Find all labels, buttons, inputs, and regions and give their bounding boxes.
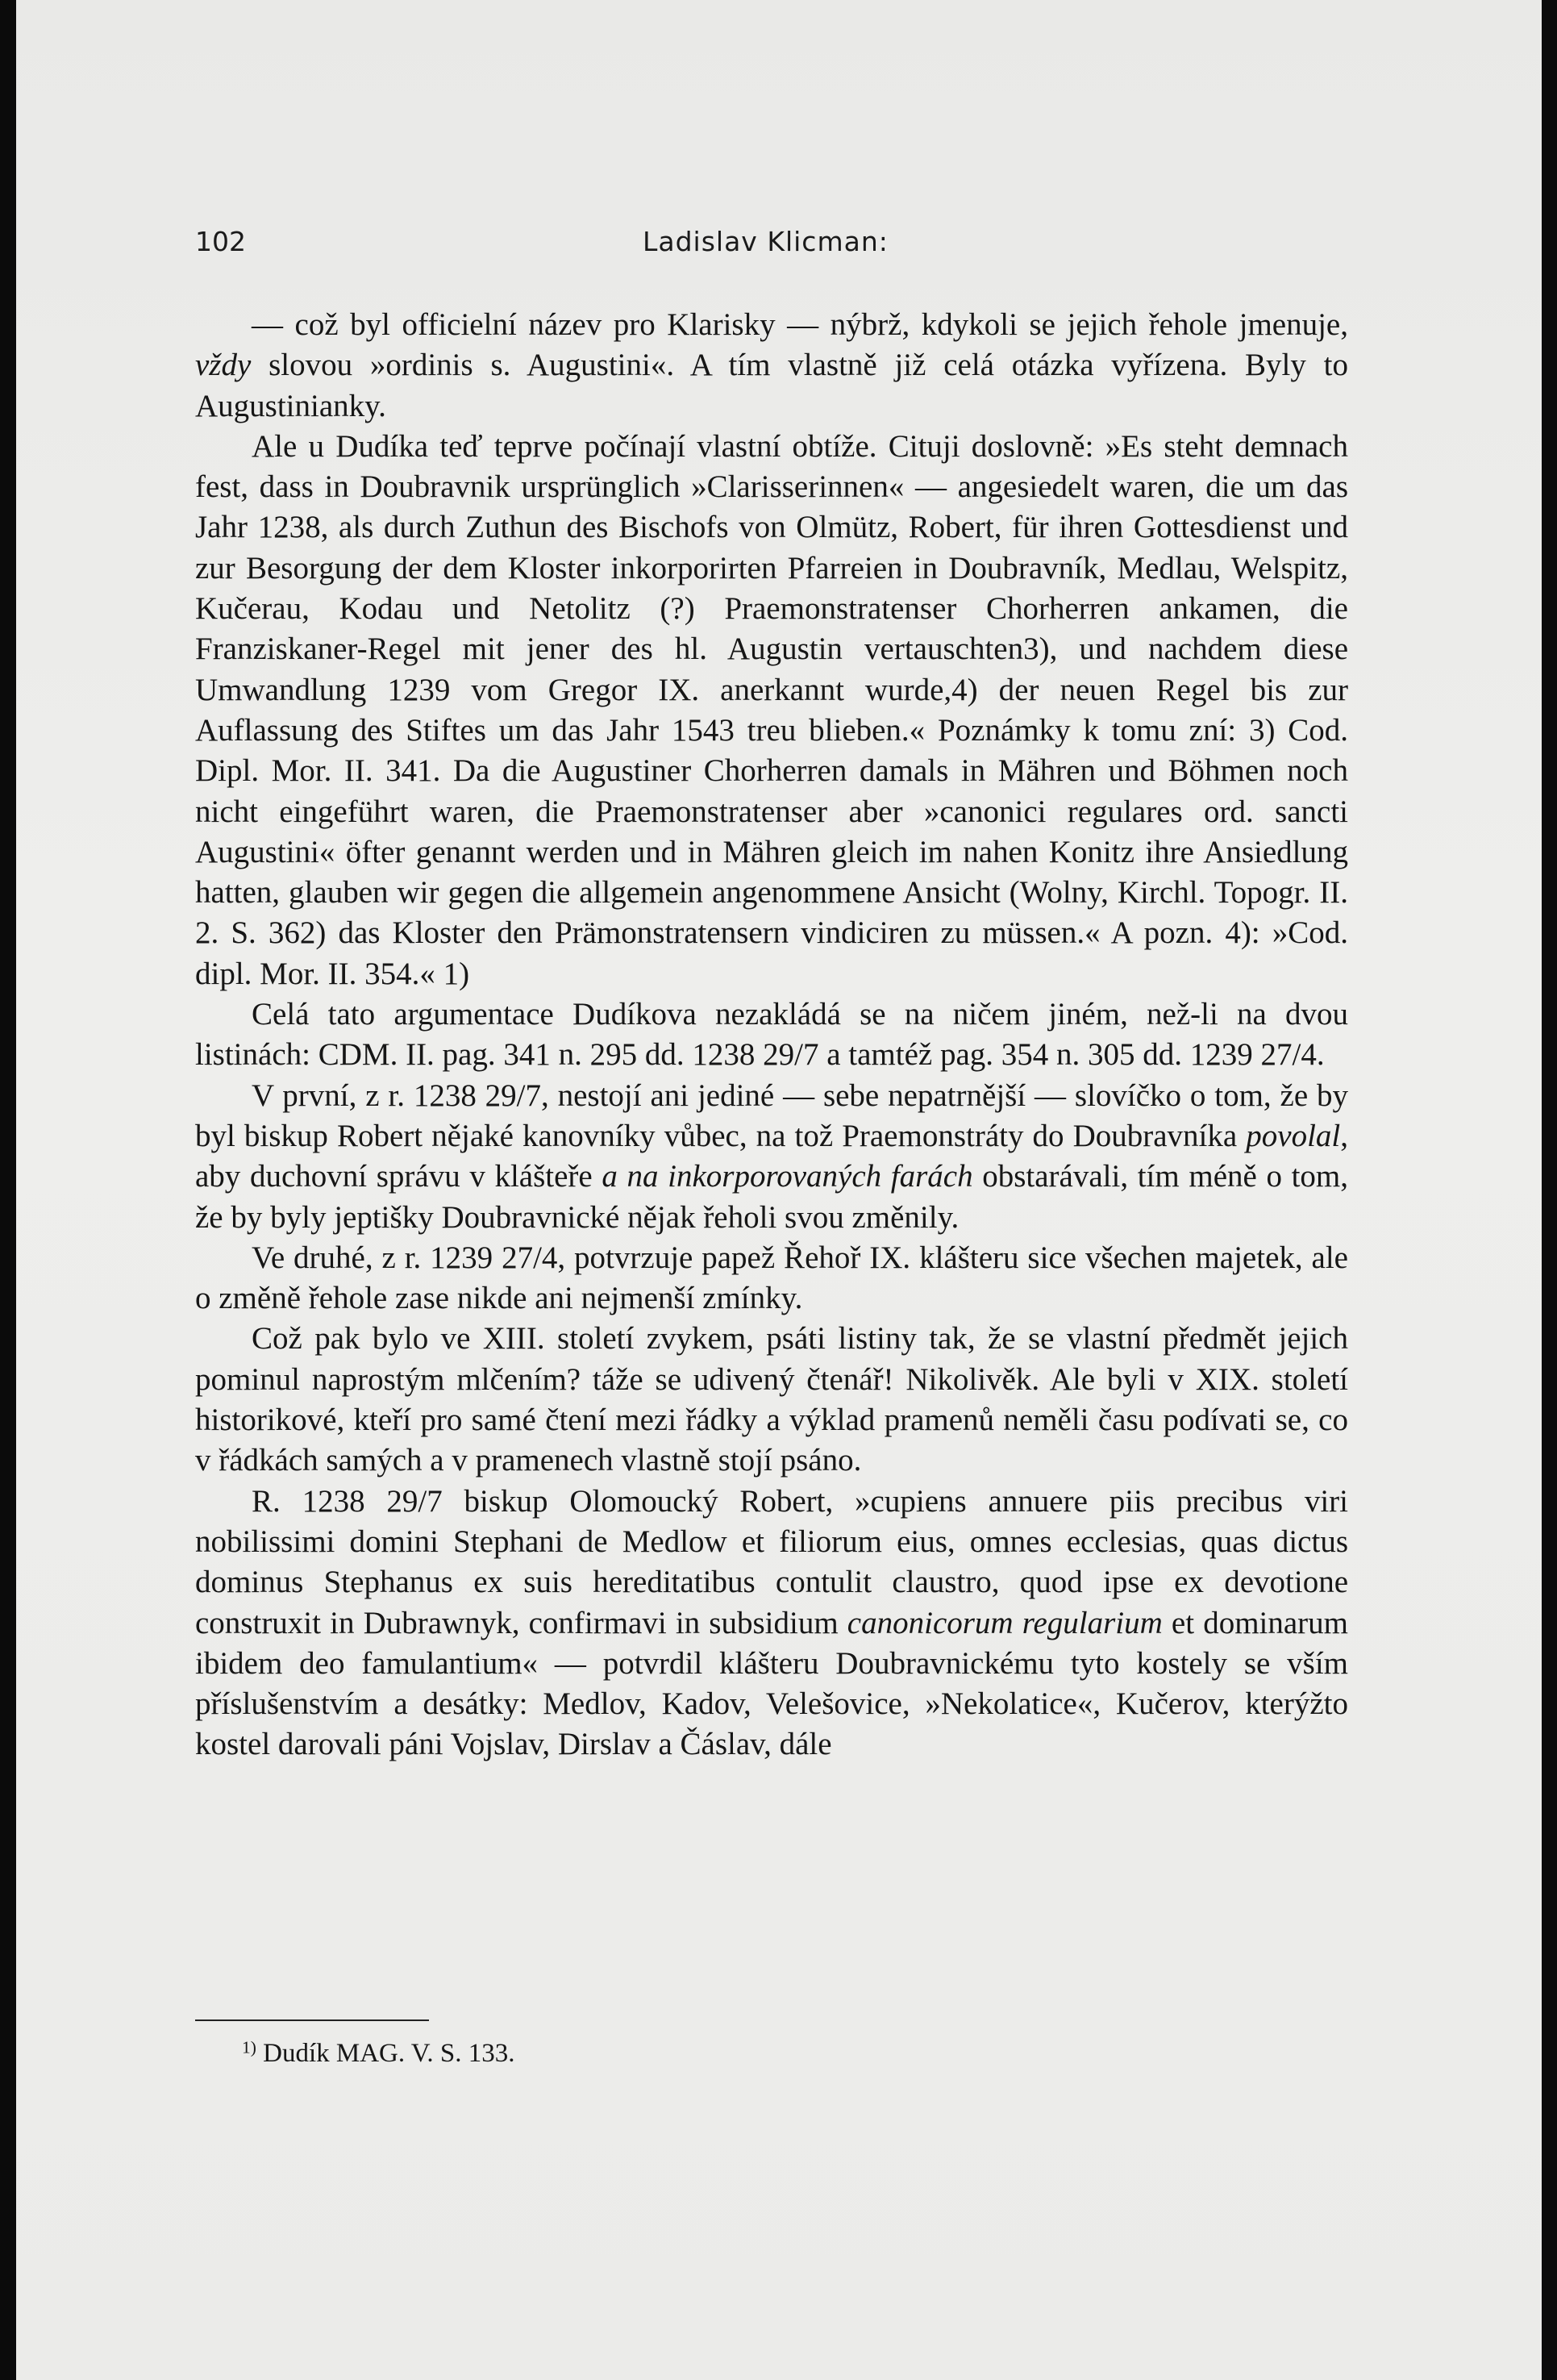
paragraph: Ale u Dudíka teď teprve počínají vlastní obtíže. Cituji doslovně: »Es steht demnach fest, dass in Doubravnik ursprünglich »Clarisserinnen« — angesiedelt waren, die um das Jahr 1238, als durch Zuthun des Bischofs von Olmütz, Robert, für ihren Gottesdienst und zur Besorgung der dem Kloster inkorporirten Pfarreien in Doubravník, Medlau, Welspitz, Kučerau, Kodau und Netolitz (?) Praemonstratenser Chorherren ankamen, die Franziskaner-Regel mit jener des hl. Augustin vertauschten3), und nachdem diese Umwandlung 1239 vom Gregor IX. anerkannt wurde,4) der neuen Regel bis zur Auflassung des Stiftes um das Jahr 1543 treu blieben.« Poznámky k tomu zní: 3) Cod. Dipl. Mor. II. 341. Da die Augustiner Chorherren damals in Mähren und Böhmen noch nicht eingeführt waren, die Praemonstratenser aber »canonici regulares ord. sancti Augustini« öfter genannt werden und in Mähren gleich im nahen Konitz ihre Ansiedlung hatten, glauben wir gegen die allgemein angenommene Ansicht (Wolny, Kirchl. Topogr. II. 2. S. 362) das Kloster den Prämonstratensern vindiciren zu müssen.« A pozn. 4): »Cod. dipl. Mor. II. 354.« 1) <box>195 428 1348 991</box>
paragraph: Což pak bylo ve XIII. století zvykem, psáti listiny tak, že se vlastní předmět jejich pominul naprostým mlčením? táže se udivený čtenář! Nikolivěk. Ale byli v XIX. století historikové, kteří pro samé čtení mezi řádky a výklad pramenů neměli času podívati se, co v řádkách samých a v pramenech vlastně stojí psáno. <box>195 1321 1348 1478</box>
body-text <box>195 305 1348 1765</box>
italic-phrase: vždy <box>195 348 252 383</box>
footnote-rule <box>195 2019 429 2021</box>
page-header <box>195 226 1348 274</box>
footnote-text: Dudík MAG. V. S. 133. <box>263 2039 515 2068</box>
page <box>16 0 1542 2380</box>
italic-phrase: a na inkorporovaných farách <box>602 1159 973 1194</box>
paragraph: V první, z r. 1238 29/7, nestojí ani jediné — sebe nepatrnější — slovíčko o tom, že by byl biskup Robert nějaké kanovníky vůbec, na tož Praemonstráty do Doubravníka povolal, aby duchovní správu v klášteře a na inkorporovaných farách obstarávali, tím méně o tom, že by byly jeptišky Doubravnické nějak řeholi svou změnily. <box>195 1077 1349 1235</box>
italic-phrase: povolal <box>1246 1118 1341 1153</box>
paragraph: — což byl officielní název pro Klarisky — nýbrž, kdykoli se jejich řehole jmenuje, vždy slovou »ordinis s. Augustini«. A tím vlastně již celá otázka vyřízena. Byly to Augustinianky. <box>195 307 1348 423</box>
paragraph: R. 1238 29/7 biskup Olomoucký Robert, »cupiens annuere piis precibus viri nobilissimi domini Stephani de Medlow et filiorum eius, omnes ecclesias, quas dictus dominus Stephanus ex suis hereditatibus contulit claustro, quod ipse ex devotione construxit in Dubrawnyk, confirmavi in subsidium canonicorum regularium et dominarum ibidem deo famulantium« — potvrdil klášteru Doubravnickému tyto kostely se vším příslušenstvím a desátky: Medlov, Kadov, Velešovice, »Nekolatice«, Kučerov, kterýžto kostel darovali páni Vojslav, Dirslav a Čáslav, dále <box>195 1483 1348 1762</box>
paragraph: Celá tato argumentace Dudíkova nezakládá se na ničem jiném, než-li na dvou listinách: CDM. II. pag. 341 n. 295 dd. 1238 29/7 a tamtéž pag. 354 n. 305 dd. 1239 27/4. <box>195 997 1348 1073</box>
running-head: Ladislav Klicman: <box>643 226 889 257</box>
italic-phrase: canonicorum regularium <box>847 1605 1163 1640</box>
page-number: 102 <box>195 226 246 257</box>
paragraph: Ve druhé, z r. 1239 27/4, potvrzuje papež Řehoř IX. klášteru sice všechen majetek, ale o změně řehole zase nikde ani nejmenší zmínky. <box>195 1240 1348 1316</box>
footnote <box>242 2039 514 2069</box>
footnote-marker: 1) <box>242 2037 256 2057</box>
